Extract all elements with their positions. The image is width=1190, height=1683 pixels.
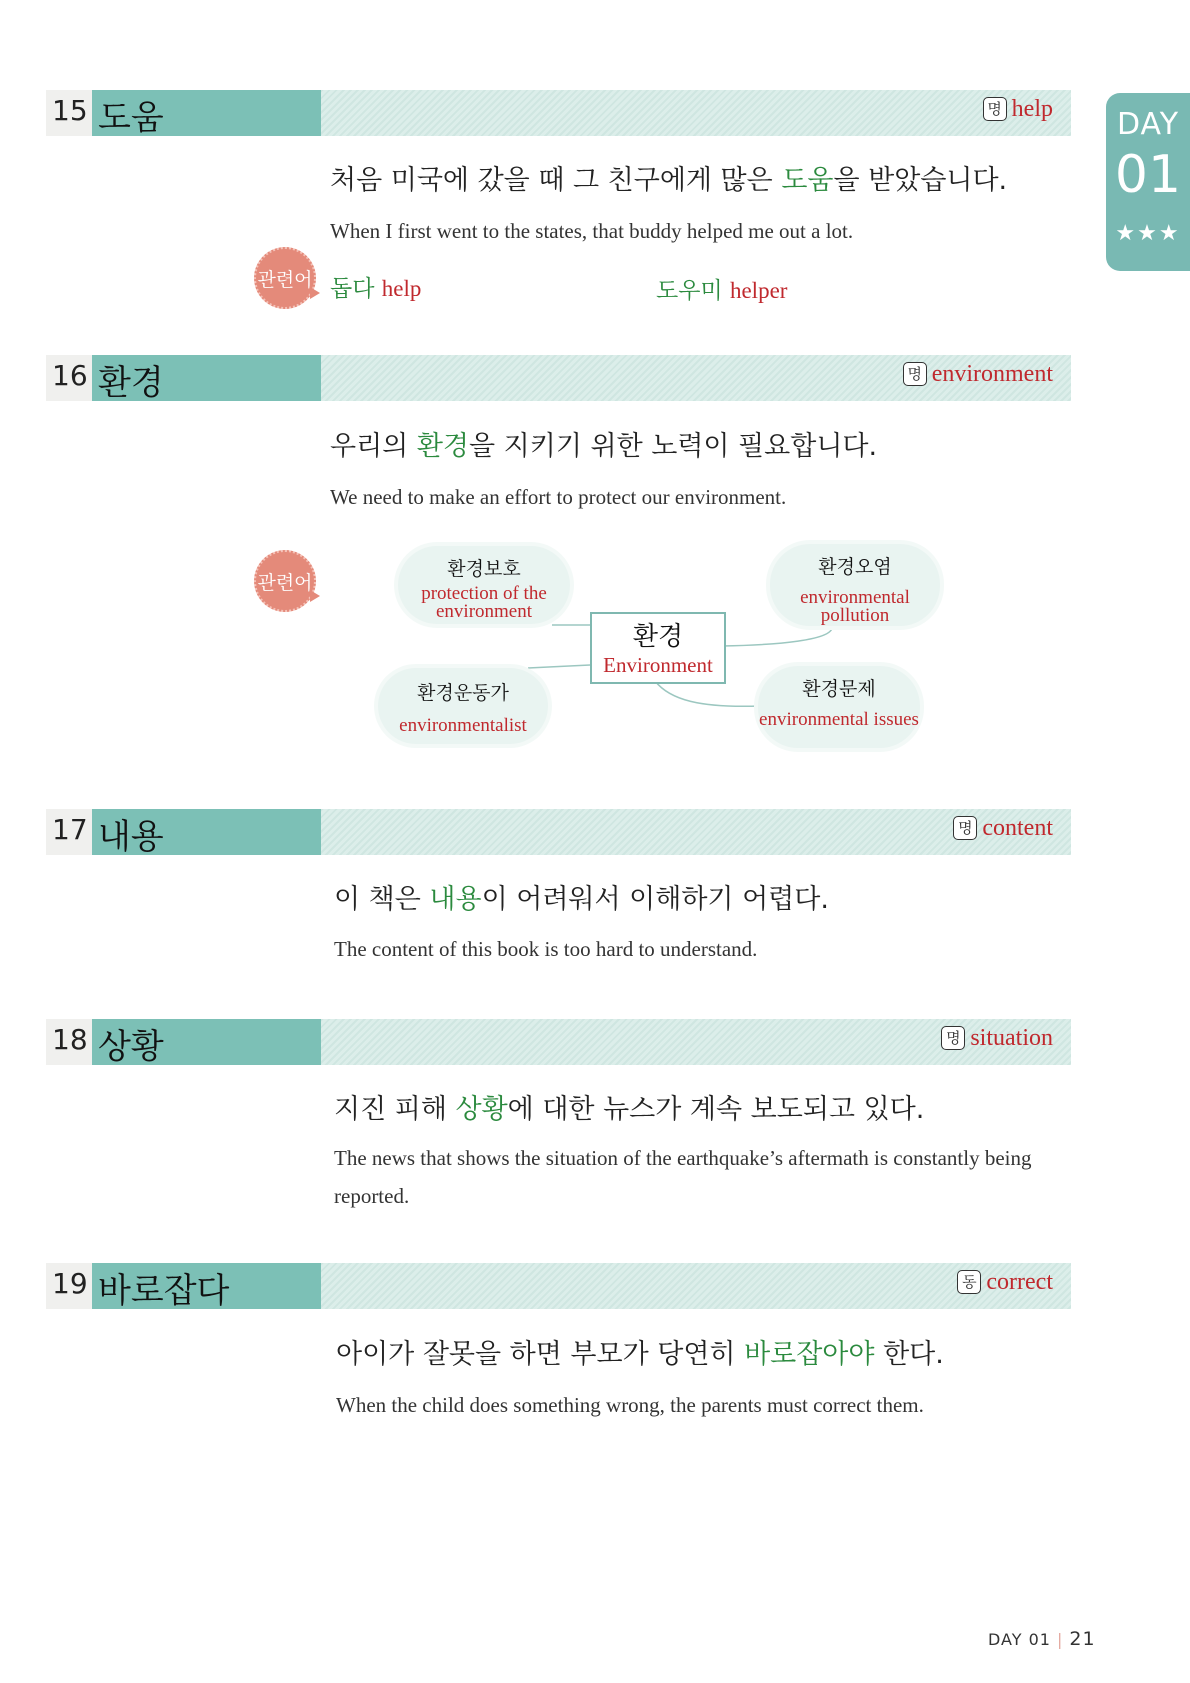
english-translation: The news that shows the situation of the earthquake’s aftermath is constantly being reported. [334, 1146, 1032, 1208]
pos-meaning: content [982, 815, 1053, 841]
node-en: environmental pollution [800, 587, 910, 626]
kr-text: 이 어려워서 이해하기 어렵다. [481, 884, 829, 915]
node-kr: 환경문제 [802, 678, 876, 700]
pos-mark: 명 [983, 97, 1007, 121]
entry-number: 19 [52, 1267, 88, 1300]
korean-example [334, 1087, 924, 1126]
kr-text: 에 대한 뉴스가 계속 보도되고 있다. [507, 1094, 925, 1125]
mindmap-node-pollution [770, 544, 940, 626]
mindmap-node-environmentalist [378, 668, 548, 744]
part-of-speech [953, 815, 1053, 842]
korean-example [336, 1332, 944, 1371]
center-en: Environment [603, 653, 713, 677]
english-translation: The content of this book is too hard to understand. [334, 937, 758, 961]
node-en: environmental issues [759, 709, 919, 730]
pos-meaning: help [1011, 96, 1053, 122]
kr-text: 처음 미국에 갔을 때 그 친구에게 많은 [330, 165, 782, 196]
entry-number: 16 [52, 359, 88, 392]
highlighted-word: 상황 [455, 1094, 508, 1125]
pos-mark: 동 [957, 1270, 981, 1294]
pos-mark: 명 [953, 816, 977, 840]
center-kr: 환경 [632, 622, 684, 652]
entry-number: 15 [52, 94, 88, 127]
pos-meaning: correct [986, 1269, 1053, 1295]
highlighted-word: 내용 [429, 884, 482, 915]
part-of-speech [941, 1025, 1053, 1052]
kr-text: 을 지키기 위한 노력이 필요합니다. [469, 431, 878, 462]
related-en: help [381, 276, 422, 301]
kr-text: 우리의 [330, 431, 417, 462]
entry-word: 상황 [98, 1027, 164, 1067]
mindmap-center [590, 612, 726, 684]
day-label: DAY [1116, 107, 1180, 142]
kr-text: 지진 피해 [334, 1094, 456, 1125]
page-number: 21 [1069, 1628, 1096, 1650]
highlighted-word: 도움 [781, 165, 834, 196]
node-en: environmentalist [399, 715, 527, 736]
entry-number: 17 [52, 813, 88, 846]
kr-text: 을 받았습니다. [833, 165, 1008, 196]
node-kr: 환경보호 [447, 558, 521, 580]
footer-day: DAY 01 [988, 1630, 1051, 1649]
node-en: protection of the environment [421, 583, 547, 622]
entry-17-header [46, 809, 1071, 855]
entry-word: 바로잡다 [98, 1271, 230, 1311]
entry-word: 도움 [98, 98, 164, 138]
pos-meaning: environment [931, 361, 1053, 387]
highlighted-word: 바로잡아야 [744, 1339, 875, 1370]
entry-19-header [46, 1263, 1071, 1309]
related-kr: 돕다 [330, 276, 375, 302]
english-translation: We need to make an effort to protect our environment. [330, 485, 787, 509]
mindmap-node-issues [758, 666, 920, 748]
english-translation: When the child does something wrong, the parents must correct them. [336, 1393, 924, 1417]
related-words-badge: 관련어 [254, 550, 316, 612]
entry-number: 18 [52, 1023, 88, 1056]
day-number: 01 [1114, 145, 1182, 205]
entry-18-header [46, 1019, 1071, 1065]
footer-separator: | [1056, 1630, 1064, 1649]
korean-example [334, 877, 829, 916]
kr-text: 한다. [874, 1339, 944, 1370]
related-kr: 도우미 [656, 278, 723, 304]
pos-meaning: situation [970, 1025, 1053, 1051]
page-footer [988, 1628, 1096, 1650]
difficulty-stars: ★★★ [1115, 221, 1181, 246]
kr-text: 이 책은 [334, 884, 430, 915]
pos-mark: 명 [941, 1026, 965, 1050]
entry-word: 환경 [98, 363, 164, 403]
related-en: helper [729, 278, 788, 303]
kr-text: 아이가 잘못을 하면 부모가 당연히 [336, 1339, 745, 1370]
highlighted-word: 환경 [416, 431, 470, 462]
entry-word: 내용 [98, 817, 164, 857]
pos-mark: 명 [903, 362, 927, 386]
english-translation: When I first went to the states, that buddy helped me out a lot. [330, 219, 854, 243]
part-of-speech [957, 1269, 1053, 1296]
mindmap-node-protection [398, 546, 570, 624]
related-words-badge: 관련어 [254, 247, 316, 309]
node-kr: 환경운동가 [417, 682, 509, 704]
node-kr: 환경오염 [818, 556, 892, 578]
